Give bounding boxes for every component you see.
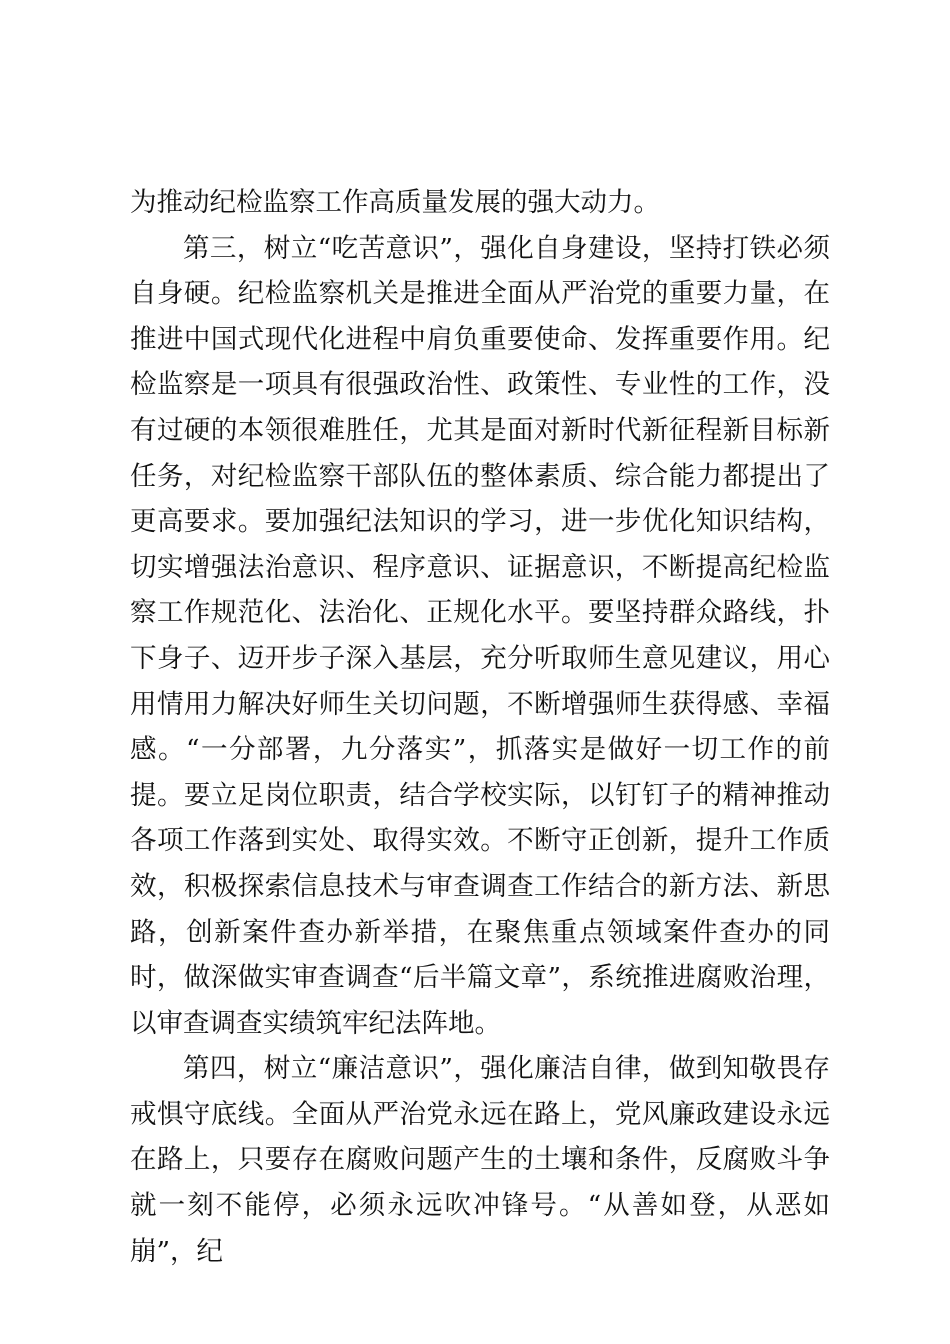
body-text — [130, 180, 830, 1274]
paragraph-continuation: 为推动纪检监察工作高质量发展的强大动力。 — [130, 187, 660, 218]
paragraph-third-point: 第三，树立“吃苦意识”，强化自身建设，坚持打铁必须自身硬。纪检监察机关是推进全面从严治党的重要力量，在推进中国式现代化进程中肩负重要使命、发挥重要作用。纪检监察是一项具有很强政治性、政策性、专业性的工作，没有过硬的本领很难胜任，尤其是面对新时代新征程新目标新任务，对纪检监察干部队伍的整体素质、综合能力都提出了更高要求。要加强纪法知识的学习，进一步优化知识结构，切实增强法治意识、程序意识、证据意识，不断提高纪检监察工作规范化、法治化、正规化水平。要坚持群众路线，扑下身子、迈开步子深入基层，充分听取师生意见建议，用心用情用力解决好师生关切问题，不断增强师生获得感、幸福感。“一分部署，九分落实”，抓落实是做好一切工作的前提。要立足岗位职责，结合学校实际，以钉钉子的精神推动各项工作落到实处、取得实效。不断守正创新，提升工作质效，积极探索信息技术与审查调查工作结合的新方法、新思路，创新案件查办新举措，在聚焦重点领域案件查办的同时，做深做实审查调查“后半篇文章”，系统推进腐败治理，以审查调查实绩筑牢纪法阵地。 — [130, 232, 830, 1039]
paragraph-fourth-point: 第四，树立“廉洁意识”，强化廉洁自律，做到知敬畏存戒惧守底线。全面从严治党永远在路上，党风廉政建设永远在路上，只要存在腐败问题产生的土壤和条件，反腐败斗争就一刻不能停，必须永远吹冲锋号。“从善如登，从恶如崩”，纪 — [130, 1053, 830, 1267]
